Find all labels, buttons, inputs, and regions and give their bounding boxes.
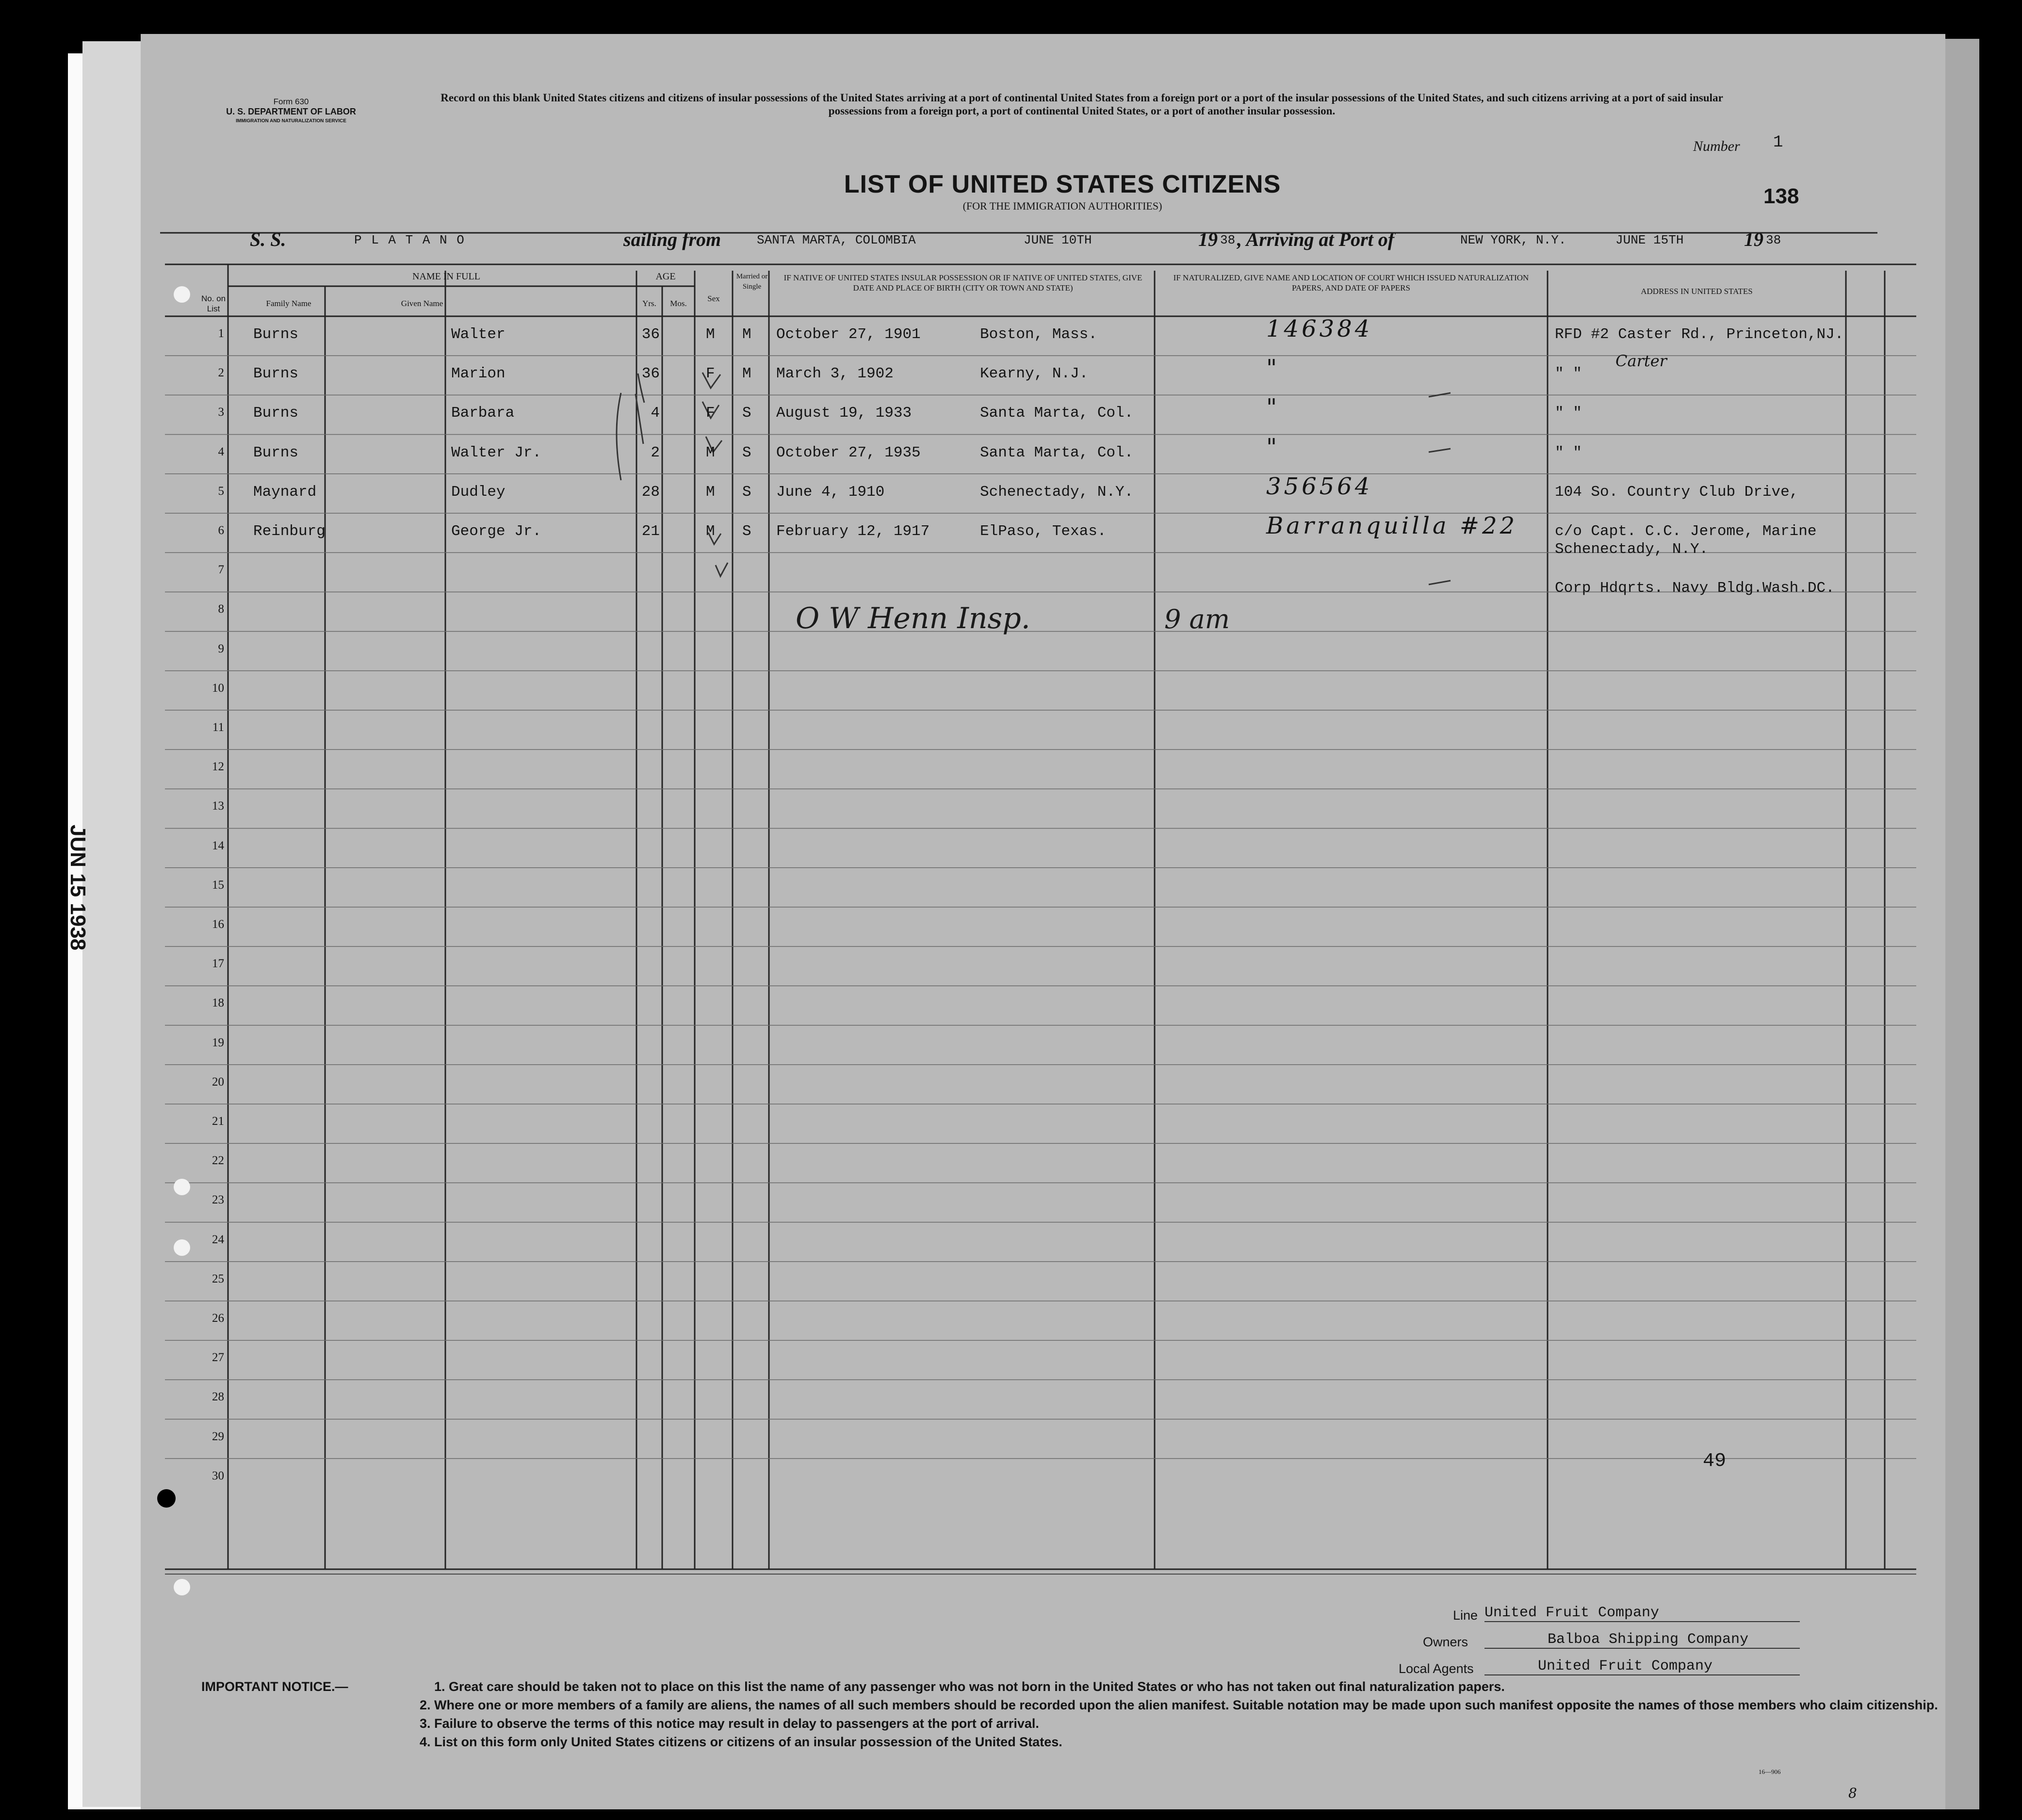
row-number: 4 [218,445,224,458]
header-family-name: Family Name [266,299,311,308]
age-years: 4 [651,405,660,422]
age-years: 36 [641,365,660,383]
header-given-name: Given Name [401,299,443,308]
birth-place: Kearny, N.J. [980,365,1089,383]
naturalization-entry: 356564 [1266,472,1373,500]
corner-mark: 8 [1848,1785,1857,1801]
given-name: Walter Jr. [451,444,542,461]
row-number: 11 [212,721,224,734]
notice-item-4: 4. List on this form only United States citizens or citizens of an insular possession of the United States. [420,1735,1062,1749]
notice-heading: IMPORTANT NOTICE.— [201,1679,348,1694]
age-years: 2 [651,444,660,461]
row-number: 24 [212,1233,224,1246]
given-name: George Jr. [451,523,542,540]
ss-label: S. S. [250,228,286,250]
row-number: 8 [218,602,224,616]
page-stamp: 49 [1703,1450,1727,1472]
address: 104 So. Country Club Drive, [1555,483,1799,501]
punch-hole [174,1579,190,1595]
important-notice [201,1677,1945,1751]
row-number: 22 [212,1154,224,1168]
marital-status: M [742,365,751,383]
margin-date-stamp: JUN 15 1938 [66,825,90,951]
birth-date: June 4, 1910 [776,483,885,501]
punch-hole [174,1179,190,1195]
marital-status: S [742,483,751,501]
birth-place: Santa Marta, Col. [980,405,1134,422]
birth-place: ElPaso, Texas. [980,523,1107,540]
sex: M [706,444,715,461]
age-years: 28 [641,483,660,501]
row-number: 2 [218,366,224,380]
naturalization-entry: " [1266,355,1280,382]
birth-date: March 3, 1902 [776,365,894,383]
birth-place: Boston, Mass. [980,326,1097,343]
row-number: 10 [212,681,224,695]
birth-date: October 27, 1901 [776,326,921,343]
row-number: 5 [218,484,224,498]
row-number: 28 [212,1390,224,1404]
sex: M [706,326,715,343]
naturalization-entry: 146384 [1266,315,1373,342]
notice-item-1: 1. Great care should be taken not to place on this list the name of any passenger who was not born in the United States or who has not taken out final naturalization papers. [434,1679,1505,1694]
notice-item-3: 3. Failure to observe the terms of this notice may result in delay to passengers at the port of arrival. [420,1716,1039,1731]
sheet-number: 138 [1763,184,1799,208]
marital-status: S [742,523,751,540]
header-name-in-full: NAME IN FULL [412,271,480,282]
sex: F [706,405,715,422]
sex: F [706,365,715,383]
page-title: LIST OF UNITED STATES CITIZENS [844,170,1281,198]
agents-value: United Fruit Company [1484,1658,1800,1675]
row-number: 12 [212,760,224,774]
row-number: 25 [212,1272,224,1285]
header-married-single: Married or Single [736,273,768,291]
naturalization-entry: Barranquilla #22 [1266,512,1518,539]
marital-status: S [742,405,751,422]
page-subtitle: (FOR THE IMMIGRATION AUTHORITIES) [962,200,1162,212]
row-number: 14 [212,839,224,852]
inspector-time-note: 9 am [1164,604,1230,634]
number-label: Number [1693,138,1740,154]
sailing-date: JUNE 10TH [1024,233,1092,247]
row-number: 21 [212,1115,224,1128]
row-number: 17 [212,957,224,971]
ship-name: P L A T A N O [354,233,465,247]
header-age: AGE [655,271,676,282]
inspector-signature: O W Henn Insp. [796,601,1030,635]
naturalization-entry: " [1266,433,1280,461]
given-name: Walter [451,326,506,343]
row-number: 15 [212,878,224,892]
line-label: Line [1453,1608,1478,1623]
given-name: Dudley [451,483,506,501]
row-number: 18 [212,996,224,1010]
line-value: United Fruit Company [1484,1605,1800,1622]
row-number: 29 [212,1430,224,1443]
family-name: Burns [253,444,299,461]
arrival-port: NEW YORK, N.Y. [1460,233,1566,247]
punch-hole-dark [157,1489,176,1508]
preamble-text: Record on this blank United States citizens and citizens of insular possessions of the United States arriving at a port of continental United States from a foreign port or a port of the insular possessions of the United States, and such citizens arriving at a port of said insular possessions from a foreign port, a port of continental United States, or a port of another insular possession. [440,92,1723,117]
header-sex: Sex [707,294,720,303]
row-number: 19 [212,1036,224,1049]
row-number: 7 [218,563,224,577]
given-name: Barbara [451,405,515,422]
header-mos: Mos. [670,299,687,308]
punch-hole [174,286,190,303]
arrival-date: JUNE 15TH [1615,233,1684,247]
notice-item-2: 2. Where one or more members of a family are aliens, the names of all such members should be recorded upon the alien manifest. Suitable notation may be made upon such manifest opposite the names of those members who claim citizenship. [420,1698,1938,1712]
row-number: 20 [212,1075,224,1089]
family-name: Maynard [253,483,317,501]
address: " " [1555,444,1582,461]
row-number: 26 [212,1312,224,1325]
birth-date: February 12, 1917 [776,523,930,540]
address-correction-note: Carter [1615,352,1667,370]
arriving-label: , Arriving at Port of [1237,228,1395,250]
naturalization-entry: " [1266,394,1280,422]
birth-place: Santa Marta, Col. [980,444,1134,461]
given-name: Marion [451,365,506,383]
address-line-6b: Corp Hdqrts. Navy Bldg.Wash.DC. [1555,580,1835,597]
address-line-5b: Schenectady, N.Y. [1555,541,1709,558]
punch-hole [174,1239,190,1256]
birth-date: August 19, 1933 [776,405,912,422]
family-name: Burns [253,405,299,422]
row-number: 30 [212,1469,224,1482]
sex: M [706,483,715,501]
form-number: Form 630 [273,97,309,106]
address: RFD #2 Caster Rd., Princeton,NJ. [1555,326,1844,343]
sailing-from-label: sailing from [623,228,721,250]
row-number: 13 [212,799,224,813]
age-years: 36 [641,326,660,343]
service-name: IMMIGRATION AND NATURALIZATION SERVICE [236,118,346,124]
header-birth: IF NATIVE OF UNITED STATES INSULAR POSSESSION OR IF NATIVE OF UNITED STATES, GIVE DATE AND PLACE OF BIRTH (CITY OR TOWN AND STATE) [783,273,1142,292]
sailing-year-prefix: 19 [1198,228,1218,250]
row-number: 9 [218,642,224,655]
marital-status: S [742,444,751,461]
age-years: 21 [641,523,660,540]
address: " " [1555,365,1582,383]
arrival-year-prefix: 19 [1744,228,1763,250]
arrival-year: 38 [1766,233,1781,247]
print-code: 16—906 [1759,1768,1781,1775]
header-naturalized: IF NATURALIZED, GIVE NAME AND LOCATION OF COURT WHICH ISSUED NATURALIZATION PAPERS, AND DATE OF PAPERS [1173,273,1529,292]
owners-label: Owners [1423,1635,1468,1649]
row-number: 1 [218,327,224,340]
address: " " [1555,405,1582,422]
address: c/o Capt. C.C. Jerome, Marine [1555,523,1817,540]
marital-status: M [742,326,751,343]
row-number: 16 [212,918,224,931]
row-number: 6 [218,524,224,537]
header-no: No. on List [201,294,226,313]
row-number: 3 [218,406,224,419]
owners-value: Balboa Shipping Company [1484,1631,1800,1649]
sailing-year: 38 [1220,233,1236,247]
department-name: U. S. DEPARTMENT OF LABOR [226,107,356,116]
departure-port: SANTA MARTA, COLOMBIA [757,233,916,247]
birth-date: October 27, 1935 [776,444,921,461]
birth-place: Schenectady, N.Y. [980,483,1134,501]
family-name: Burns [253,365,299,383]
family-name: Reinburg [253,523,326,540]
row-number: 27 [212,1351,224,1365]
number-value: 1 [1773,133,1783,152]
header-yrs: Yrs. [642,299,656,308]
family-name: Burns [253,326,299,343]
header-address: ADDRESS IN UNITED STATES [1641,287,1753,296]
sex: M [706,523,715,540]
agents-label: Local Agents [1399,1661,1474,1676]
manifest-page [141,34,1945,1809]
row-number: 23 [212,1193,224,1207]
